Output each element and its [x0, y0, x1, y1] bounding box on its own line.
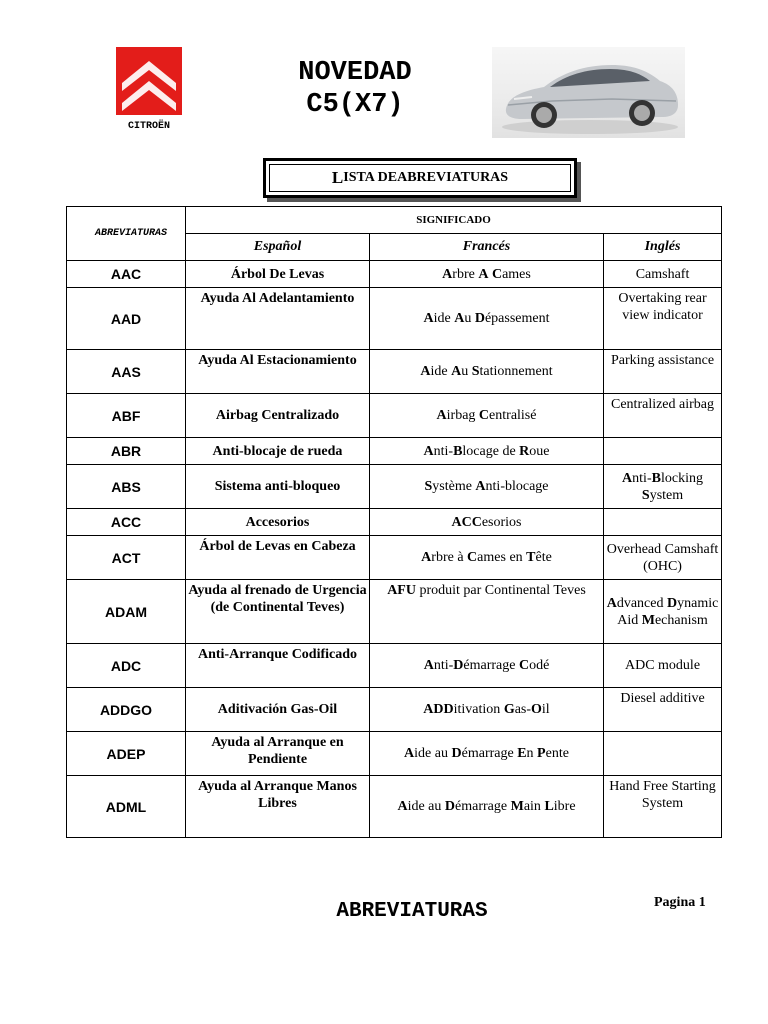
text-segment: entralisé — [489, 408, 537, 423]
initial-letter: B — [651, 470, 661, 486]
table-row — [67, 509, 722, 536]
section-heading-word: ABREVIATURAS — [397, 170, 509, 185]
initial-letter: A — [475, 479, 486, 494]
meaning-english: Camshaft — [604, 261, 722, 288]
text-segment: ames en — [477, 550, 527, 565]
meaning-english: Centralized airbag — [604, 394, 722, 438]
table-row — [67, 465, 722, 509]
meaning-french — [370, 465, 604, 509]
meaning-spanish: Accesorios — [186, 509, 370, 536]
text-segment: u — [464, 311, 475, 326]
initial-letter: G — [503, 702, 515, 717]
meaning-english: Overtaking rear view indicator — [604, 288, 722, 350]
page-number: Pagina 1 — [654, 895, 706, 910]
abbr-code: ADML — [67, 776, 186, 838]
text-segment: ide au — [407, 799, 445, 814]
text-segment: émarrage — [455, 799, 511, 814]
table-row — [67, 776, 722, 838]
page-title — [240, 57, 470, 121]
car-photo — [492, 47, 685, 138]
text-segment: irbag — [446, 408, 479, 423]
initial-letter: C — [478, 408, 490, 423]
text-segment: ente — [545, 746, 569, 761]
meaning-spanish: Árbol de Levas en Cabeza — [186, 536, 370, 580]
table-body — [67, 261, 722, 838]
text-segment: émarrage — [463, 658, 519, 673]
table-row — [67, 438, 722, 465]
abbr-code: ADEP — [67, 732, 186, 776]
table-row — [67, 688, 722, 732]
text-segment: produit par Continental Teves — [415, 583, 586, 598]
meaning-english: Overhead Camshaft (OHC) — [604, 536, 722, 580]
meaning-french — [370, 536, 604, 580]
meaning-spanish: Ayuda al Arranque Manos Libres — [186, 776, 370, 838]
footer-title: ABREVIATURAS — [336, 900, 488, 923]
initial-letter: ADD — [423, 702, 454, 717]
initial-letter: S — [641, 487, 650, 503]
abbr-code: ADDGO — [67, 688, 186, 732]
initial-letter: T — [526, 550, 536, 565]
brand-name: CITROËN — [127, 121, 170, 132]
initial-letter: S — [424, 479, 433, 494]
meaning-spanish: Aditivación Gas-Oil — [186, 688, 370, 732]
section-heading-rest: ISTA DE — [343, 170, 398, 185]
table-row — [67, 732, 722, 776]
header-abbreviations: ABREVIATURAS — [67, 207, 186, 261]
initial-letter: D — [666, 595, 678, 611]
text-segment: u — [461, 364, 472, 379]
initial-letter: C — [518, 658, 530, 673]
table-row — [67, 288, 722, 350]
initial-letter: R — [519, 443, 530, 459]
meaning-spanish: Ayuda al Arranque en Pendiente — [186, 732, 370, 776]
text-segment: echanism — [654, 612, 708, 628]
initial-letter: S — [471, 364, 480, 379]
text-segment: ystem — [649, 487, 684, 503]
meaning-spanish: Ayuda Al Adelantamiento — [186, 288, 370, 350]
text-segment: ête — [535, 550, 552, 565]
meaning-english — [604, 509, 722, 536]
table-row — [67, 644, 722, 688]
initial-letter: L — [544, 799, 554, 814]
meaning-french — [370, 732, 604, 776]
initial-letter: AFU — [387, 583, 416, 598]
initial-letter: E — [517, 746, 527, 761]
text-segment: épassement — [484, 311, 550, 326]
meaning-spanish: Sistema anti-bloqueo — [186, 465, 370, 509]
text-segment: dvanced — [616, 595, 667, 611]
meaning-french — [370, 438, 604, 465]
header-french: Francés — [370, 234, 604, 261]
initial-letter: A — [606, 595, 617, 611]
abbr-code: AAS — [67, 350, 186, 394]
text-segment: nti- — [433, 443, 454, 459]
abbr-code: ABS — [67, 465, 186, 509]
text-segment: rbre — [452, 266, 479, 282]
text-segment: rbre à — [431, 550, 468, 565]
text-segment: locking — [660, 470, 703, 486]
table-row — [67, 580, 722, 644]
text-segment: ibre — [553, 799, 576, 814]
text-segment: esorios — [481, 514, 522, 530]
meaning-spanish: Anti-blocaje de rueda — [186, 438, 370, 465]
text-segment: tationnement — [479, 364, 553, 379]
abbr-code: ACT — [67, 536, 186, 580]
text-segment: ames — [502, 266, 531, 282]
meaning-french — [370, 394, 604, 438]
header-spanish: Español — [186, 234, 370, 261]
double-chevron-icon — [116, 47, 182, 115]
text-segment: ynamic Aid — [617, 595, 719, 628]
initial-letter: A — [423, 658, 434, 673]
table-row — [67, 261, 722, 288]
section-heading-initial: L — [331, 168, 344, 187]
meaning-english: Hand Free Starting System — [604, 776, 722, 838]
text-segment: ain — [523, 799, 545, 814]
header-meaning: SIGNIFICADO — [186, 207, 722, 234]
initial-letter: A — [451, 364, 462, 379]
initial-letter: A — [436, 408, 447, 423]
initial-letter: D — [453, 658, 464, 673]
meaning-english — [604, 465, 722, 509]
meaning-spanish: Ayuda al frenado de Urgencia (de Continental Teves) — [186, 580, 370, 644]
meaning-english: Diesel additive — [604, 688, 722, 732]
title-line-2: C5(X7) — [306, 90, 404, 120]
meaning-english: Parking assistance — [604, 350, 722, 394]
text-segment: as- — [514, 702, 532, 717]
meaning-english: ADC module — [604, 644, 722, 688]
initial-letter: P — [537, 746, 546, 761]
meaning-english — [604, 438, 722, 465]
text-segment: itivation — [453, 702, 504, 717]
text-segment: nti- — [433, 658, 454, 673]
meaning-french — [370, 580, 604, 644]
initial-letter: A — [423, 311, 434, 326]
initial-letter: B — [453, 443, 463, 459]
initial-letter: A — [420, 364, 431, 379]
text-segment: oue — [529, 443, 550, 459]
abbr-code: ADC — [67, 644, 186, 688]
abbreviations-table — [66, 206, 722, 838]
text-segment: nti-blocage — [485, 479, 549, 494]
meaning-spanish: Anti-Arranque Codificado — [186, 644, 370, 688]
text-segment: nti- — [632, 470, 652, 486]
initial-letter: A — [478, 266, 489, 282]
meaning-french — [370, 288, 604, 350]
initial-letter: A — [397, 799, 408, 814]
meaning-spanish: Ayuda Al Estacionamiento — [186, 350, 370, 394]
initial-letter: A — [442, 266, 453, 282]
abbr-code: AAD — [67, 288, 186, 350]
abbr-code: ACC — [67, 509, 186, 536]
meaning-french — [370, 688, 604, 732]
car-image — [492, 47, 685, 138]
text-segment: n — [526, 746, 538, 761]
text-segment: locage de — [462, 443, 520, 459]
section-heading — [263, 158, 577, 198]
table-row — [67, 350, 722, 394]
meaning-english — [604, 732, 722, 776]
table-row — [67, 394, 722, 438]
meaning-french — [370, 776, 604, 838]
initial-letter: A — [421, 550, 432, 565]
initial-letter: C — [467, 550, 478, 565]
initial-letter: D — [474, 311, 485, 326]
text-segment: ide au — [414, 746, 452, 761]
initial-letter: A — [404, 746, 415, 761]
table-row — [67, 536, 722, 580]
initial-letter: D — [444, 799, 456, 814]
meaning-french — [370, 509, 604, 536]
initial-letter: M — [641, 612, 655, 628]
text-segment: ystème — [432, 479, 476, 494]
text-segment: émarrage — [461, 746, 518, 761]
initial-letter: A — [423, 443, 434, 459]
initial-letter: A — [454, 311, 465, 326]
initial-letter: O — [531, 702, 542, 717]
abbr-code: ADAM — [67, 580, 186, 644]
initial-letter: D — [451, 746, 462, 761]
meaning-french — [370, 350, 604, 394]
citroen-logo — [116, 47, 182, 115]
header-english: Inglés — [604, 234, 722, 261]
abbr-code: ABR — [67, 438, 186, 465]
text-segment: ide — [433, 311, 455, 326]
initial-letter: M — [510, 799, 524, 814]
meaning-spanish: Airbag Centralizado — [186, 394, 370, 438]
meaning-french — [370, 261, 604, 288]
abbr-code: AAC — [67, 261, 186, 288]
title-line-1: NOVEDAD — [298, 58, 412, 88]
meaning-french — [370, 644, 604, 688]
text-segment: il — [541, 702, 550, 717]
initial-letter: A — [622, 470, 633, 486]
text-segment: odé — [529, 658, 550, 673]
meaning-english — [604, 580, 722, 644]
abbr-code: ABF — [67, 394, 186, 438]
meaning-spanish: Árbol De Levas — [186, 261, 370, 288]
initial-letter: ACC — [451, 514, 482, 530]
text-segment: ide — [430, 364, 452, 379]
initial-letter: C — [491, 266, 503, 282]
